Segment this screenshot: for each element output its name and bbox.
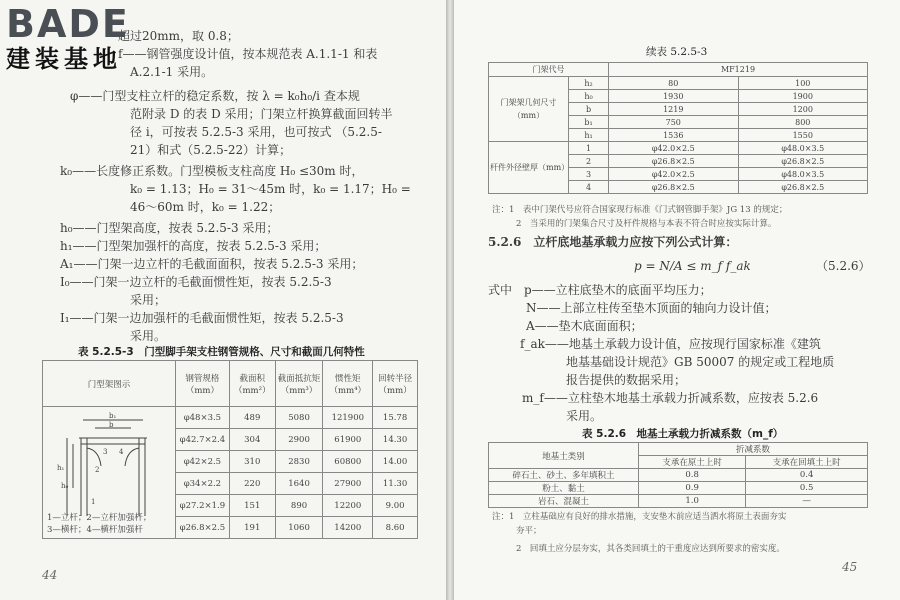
logo-word: BADE — [6, 2, 130, 46]
col-header: 截面积（mm²） — [229, 361, 275, 407]
formula: p = N/A ≤ m_f f_ak — [634, 259, 751, 273]
definition-line: 采用。 — [566, 409, 603, 423]
definition-line: 式中 p——立柱底垫木的底面平均压力； — [488, 283, 712, 297]
table-header-row — [489, 63, 868, 77]
logo-subtitle: 建装基地 — [6, 45, 122, 73]
table-cell: 1930 — [609, 90, 739, 103]
table-cell: 碎石土、砂土、多年填积土 — [489, 469, 639, 482]
text-line: 采用。 — [130, 329, 167, 343]
left-page — [0, 0, 446, 600]
table-cell: φ26.8×2.5 — [609, 181, 739, 194]
table-caption: 表 5.2.6 地基土承载力折减系数（m_f） — [582, 428, 784, 440]
table-cell: 5080 — [275, 407, 323, 429]
table-caption: 表 5.2.5-3 门型脚手架支柱钢管规格、尺寸和截面几何特性 — [78, 346, 365, 358]
table-row — [43, 407, 418, 429]
table-cell: 304 — [229, 429, 275, 451]
table-cell: 0.8 — [639, 469, 746, 482]
table-cell: 12200 — [323, 495, 373, 517]
table-cell: 粉土、黏土 — [489, 482, 639, 495]
table-cell: 890 — [275, 495, 323, 517]
text-line: h₁——门型架加强杆的高度，按表 5.2.5-3 采用； — [60, 239, 327, 253]
door-frame-figure-cell — [43, 407, 176, 539]
col-header: 钢管规格（mm） — [175, 361, 229, 407]
text-line: 范附录 D 的表 D 采用；门架立杆换算截面回转半 — [130, 107, 393, 121]
table-cell: h₁ — [569, 129, 609, 142]
table-row — [489, 469, 868, 482]
table-cell: φ48×3.5 — [175, 407, 229, 429]
text-line: k₀ = 1.13；H₀ = 31～45m 时，k₀ = 1.17；H₀ = — [130, 182, 411, 196]
definition-line: m_f——立柱垫木地基土承载力折减系数，应按表 5.2.6 — [522, 391, 819, 405]
dim-label: b — [109, 420, 114, 429]
table-cell: 1060 — [275, 517, 323, 539]
book-gutter — [446, 0, 454, 600]
col-header: 惯性矩（mm⁴） — [323, 361, 373, 407]
table-cell: 1550 — [738, 129, 868, 142]
table-note: 夯平； — [516, 526, 542, 536]
col-header: 门架代号 — [489, 63, 609, 77]
table-cell: 100 — [738, 77, 868, 90]
table-cell: 2 — [569, 155, 609, 168]
page-number: 44 — [42, 568, 58, 582]
table-cell: φ42.0×2.5 — [609, 142, 739, 155]
table-cell: 800 — [738, 116, 868, 129]
text-line: 超过20mm，取 0.8； — [118, 29, 239, 43]
table-cell: — — [746, 495, 868, 508]
table-cell: 27900 — [323, 473, 373, 495]
table-cell: φ42.7×2.4 — [175, 429, 229, 451]
table-note: 2 回填土应分层夯实，其各类回填土的干重度应达到所要求的密实度。 — [516, 544, 785, 554]
table-cell: φ27.2×1.9 — [175, 495, 229, 517]
table-cell: 9.00 — [373, 495, 418, 517]
table-cell: 1219 — [609, 103, 739, 116]
dim-label: b₁ — [109, 411, 117, 420]
table-cell: 14200 — [323, 517, 373, 539]
part-label: 3 — [103, 447, 108, 456]
definition-line: N——上部立柱传至垫木顶面的轴向力设计值； — [526, 301, 777, 315]
table-cell: φ34×2.2 — [175, 473, 229, 495]
text-line: h₀——门型架高度，按表 5.2.5-3 采用； — [60, 221, 279, 235]
table-cell: 191 — [229, 517, 275, 539]
definition-line: A——垫木底面面积； — [526, 319, 643, 333]
text-line: φ——门型支柱立杆的稳定系数，按 λ = k₀h₀/i 查本规 — [70, 89, 360, 103]
table-cell: 310 — [229, 451, 275, 473]
legend-line: 3—横杆；4—横杆加强杆 — [47, 525, 143, 535]
text-line: k₀——长度修正系数。门型模板支柱高度 H₀ ≤30m 时， — [60, 164, 364, 178]
row-group-label: 门架架几何尺寸（mm） — [489, 77, 569, 142]
table-cell: 岩石、混凝土 — [489, 495, 639, 508]
part-label: 4 — [119, 447, 124, 456]
table-cell: 14.00 — [373, 451, 418, 473]
definition-line: 地基基础设计规范》GB 50007 的规定或工程地质 — [566, 355, 835, 369]
table-cell: 1900 — [738, 90, 868, 103]
table-note: 注：1 表中门架代号应符合国家现行标准《门式钢管脚手架》JG 13 的规定； — [492, 205, 788, 215]
table-cell: φ48.0×3.5 — [738, 142, 868, 155]
table-cell: h₀ — [569, 90, 609, 103]
table-header-row — [489, 443, 868, 456]
table-cell: 489 — [229, 407, 275, 429]
page-number: 45 — [842, 560, 858, 574]
table-cell: h₂ — [569, 77, 609, 90]
table-cell: 0.5 — [746, 482, 868, 495]
table-cell: 1536 — [609, 129, 739, 142]
table-cell: φ48.0×3.5 — [738, 168, 868, 181]
table-cell: 220 — [229, 473, 275, 495]
col-header: 门型架图示 — [43, 361, 176, 407]
col-header: 截面抵抗矩（mm³） — [275, 361, 323, 407]
spec-table — [42, 360, 418, 539]
table-cell: b — [569, 103, 609, 116]
continued-table — [488, 62, 868, 194]
text-line: 径 i，可按表 5.2.5-3 采用，也可按式 （5.2.5- — [130, 125, 382, 139]
col-header: 地基土类别 — [489, 443, 639, 469]
text-line: I₁——门架一边加强杆的毛截面惯性矩，按表 5.2.5-3 — [60, 311, 344, 325]
table-cell: φ26.8×2.5 — [609, 155, 739, 168]
table-row — [489, 482, 868, 495]
table-cell: 0.9 — [639, 482, 746, 495]
col-header: 支承在原土上时 — [639, 456, 746, 469]
table-cell: φ42.0×2.5 — [609, 168, 739, 181]
table-cell: b₁ — [569, 116, 609, 129]
table-cell: φ42×2.5 — [175, 451, 229, 473]
bade-logo — [6, 4, 130, 72]
table-cell: 2830 — [275, 451, 323, 473]
table-cell: 1200 — [738, 103, 868, 116]
table-row — [489, 495, 868, 508]
table-note: 2 当采用的门架集合尺寸及杆件规格与本表不符合时应按实际计算。 — [516, 219, 777, 229]
table-cell: 0.4 — [746, 469, 868, 482]
table-cell: 11.30 — [373, 473, 418, 495]
table-note: 注：1 立柱基础应有良好的排水措施，支安垫木前应适当洒水将原土表面夯实 — [492, 512, 787, 522]
reduction-factor-table — [488, 442, 868, 508]
text-line: A₁——门架一边立杆的毛截面面积，按表 5.2.5-3 采用； — [60, 257, 364, 271]
col-header: MF1219 — [609, 63, 868, 77]
table-cell: 151 — [229, 495, 275, 517]
table-header-row — [43, 361, 418, 407]
figure-legend — [47, 512, 151, 536]
table-cell: φ26.8×2.5 — [738, 155, 868, 168]
table-cell: φ26.8×2.5 — [175, 517, 229, 539]
table-cell: 1.0 — [639, 495, 746, 508]
text-line: f——钢管强度设计值，按本规范表 A.1.1-1 和表 — [118, 47, 378, 61]
table-cell: 1 — [569, 142, 609, 155]
right-page — [454, 0, 900, 600]
table-cell: 750 — [609, 116, 739, 129]
formula-number: （5.2.6） — [816, 259, 871, 273]
table-cell: 8.60 — [373, 517, 418, 539]
part-label: 1 — [91, 497, 96, 506]
table-cell: 80 — [609, 77, 739, 90]
dim-label: h₀ — [61, 481, 69, 490]
table-row — [489, 142, 868, 155]
part-label: 2 — [95, 465, 100, 474]
dim-label: h₁ — [57, 463, 65, 472]
table-caption: 续表 5.2.5-3 — [646, 46, 708, 58]
table-cell: 3 — [569, 168, 609, 181]
table-cell: 15.78 — [373, 407, 418, 429]
table-cell: 2900 — [275, 429, 323, 451]
definition-line: f_ak——地基土承载力设计值，应按现行国家标准《建筑 — [520, 337, 821, 351]
table-row — [489, 77, 868, 90]
legend-line: 1—立杆；2—立杆加强杆； — [47, 513, 152, 523]
text-line: A.2.1-1 采用。 — [130, 65, 214, 79]
col-header: 支承在回填土上时 — [746, 456, 868, 469]
text-line: I₀——门架一边立杆的毛截面惯性矩，按表 5.2.5-3 — [60, 275, 332, 289]
table-cell: 121900 — [323, 407, 373, 429]
table-cell: 1640 — [275, 473, 323, 495]
text-line: 采用； — [130, 293, 167, 307]
text-line: 21）和式（5.2.5-22）计算； — [130, 143, 292, 157]
col-header: 回转半径（mm） — [373, 361, 418, 407]
text-line: 46～60m 时，k₀ = 1.22； — [130, 200, 281, 214]
table-cell: 61900 — [323, 429, 373, 451]
col-header: 折减系数 — [639, 443, 868, 456]
table-cell: 14.30 — [373, 429, 418, 451]
table-cell: 4 — [569, 181, 609, 194]
table-cell: φ26.8×2.5 — [738, 181, 868, 194]
row-group-label: 杆件外径壁厚（mm） — [489, 142, 569, 194]
section-heading: 5.2.6 立杆底地基承载力应按下列公式计算： — [488, 235, 738, 249]
definition-line: 报告提供的数据采用； — [566, 373, 687, 387]
table-cell: 60800 — [323, 451, 373, 473]
